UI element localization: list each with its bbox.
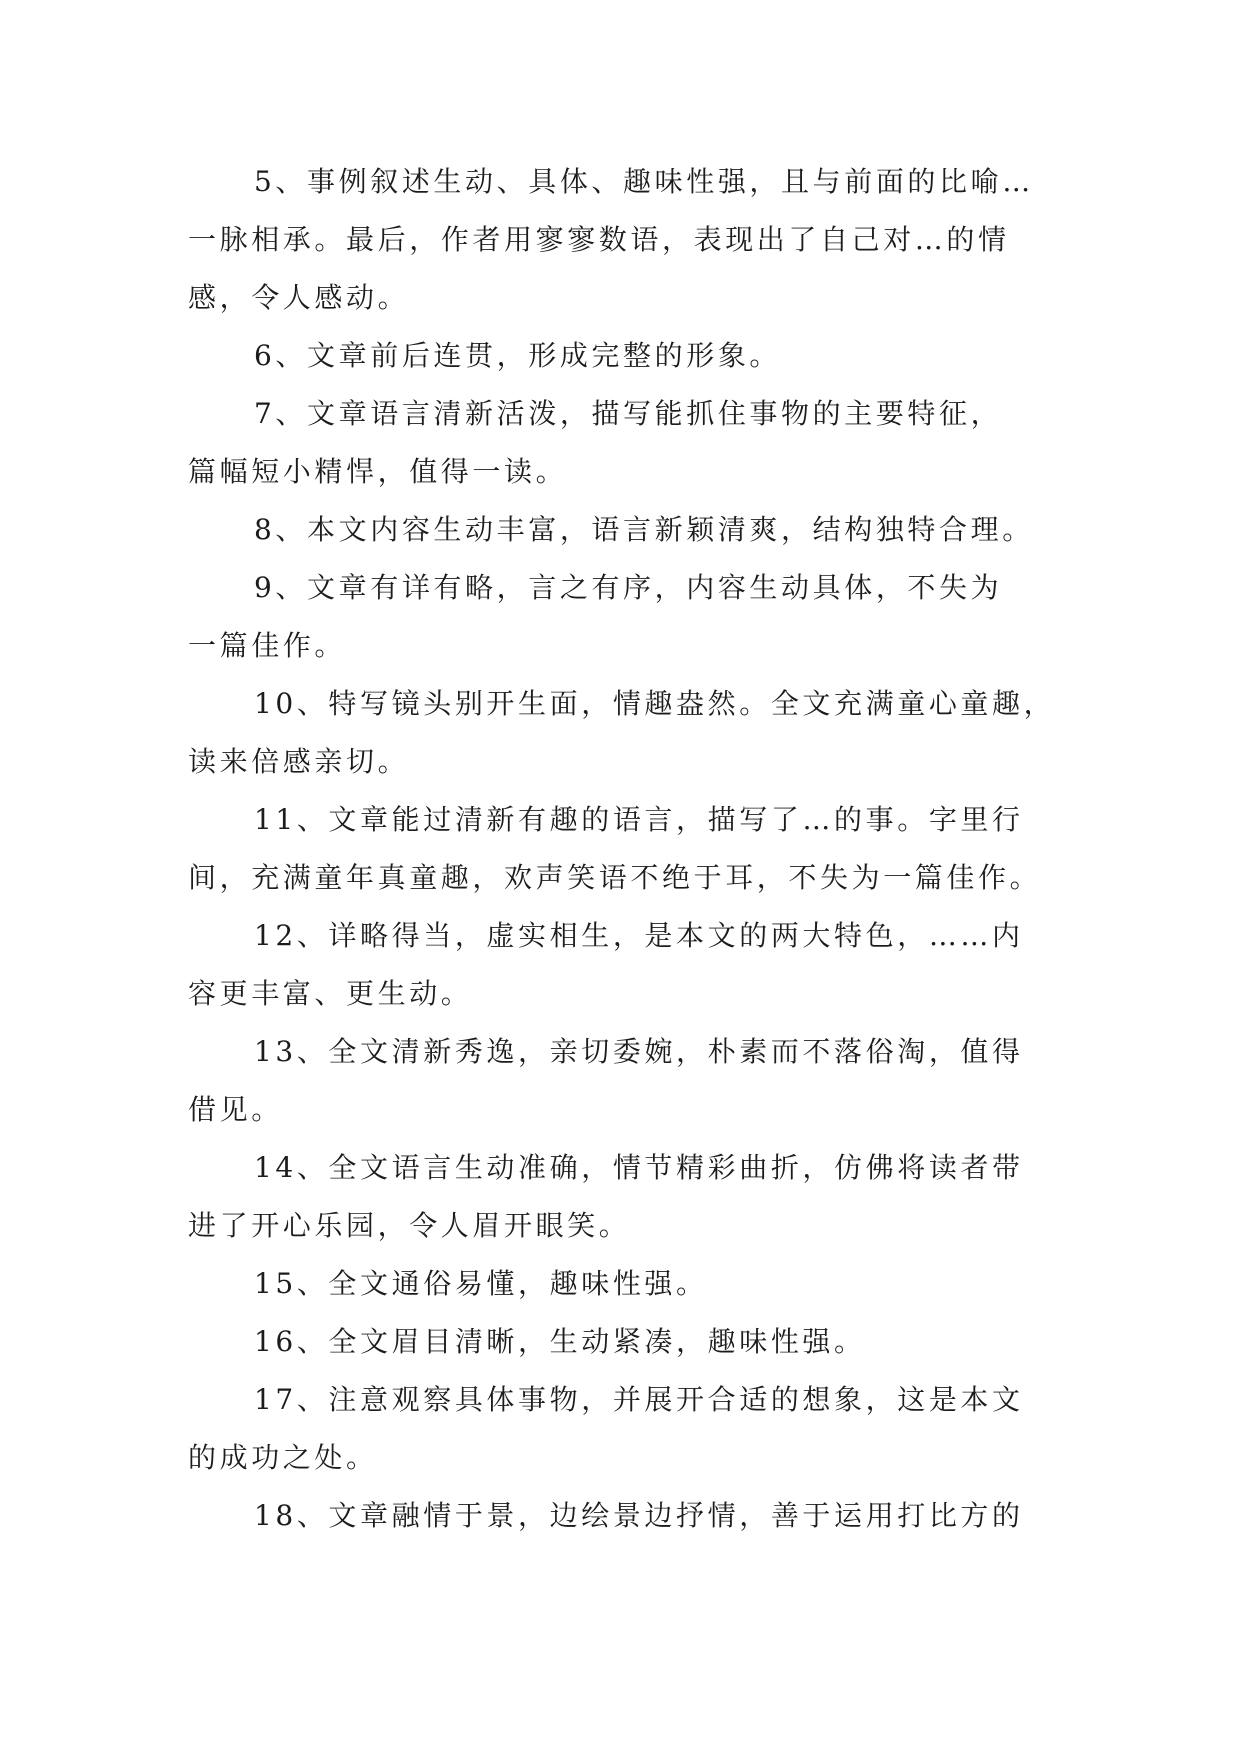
paragraph-item-13: [188, 1023, 1060, 1139]
paragraph-item-16: [188, 1313, 1060, 1371]
paragraph-line: 9、文章有详有略，言之有序，内容生动具体，不失为: [254, 571, 1003, 604]
paragraph-item-8: [188, 501, 1060, 559]
paragraph-line: 14、全文语言生动准确，情节精彩曲折，仿佛将读者带: [254, 1151, 1024, 1184]
paragraph-item-9: [188, 559, 1060, 675]
document-body: [188, 153, 1060, 1545]
paragraph-line: 18、文章融情于景，边绘景边抒情，善于运用打比方的: [254, 1499, 1024, 1532]
paragraph-line: 一脉相承。最后，作者用寥寥数语，表现出了自己对…的情: [188, 223, 1010, 256]
paragraph-line: 进了开心乐园，令人眉开眼笑。: [188, 1209, 631, 1242]
paragraph-line: 6、文章前后连贯，形成完整的形象。: [254, 339, 782, 372]
paragraph-line: 读来倍感亲切。: [188, 745, 410, 778]
paragraph-line: 的成功之处。: [188, 1441, 378, 1474]
paragraph-line: 7、文章语言清新活泼，描写能抓住事物的主要特征，: [254, 397, 1003, 430]
paragraph-item-17: [188, 1371, 1060, 1487]
paragraph-line: 15、全文通俗易懂，趣味性强。: [254, 1267, 708, 1300]
paragraph-line: 8、本文内容生动丰富，语言新颖清爽，结构独特合理。: [254, 513, 1034, 546]
paragraph-item-14: [188, 1139, 1060, 1255]
paragraph-item-5: [188, 153, 1060, 327]
paragraph-line: 借见。: [188, 1093, 283, 1126]
paragraph-line: 间，充满童年真童趣，欢声笑语不绝于耳，不失为一篇佳作。: [188, 861, 1042, 894]
paragraph-item-18: [188, 1487, 1060, 1545]
paragraph-line: 5、事例叙述生动、具体、趣味性强，且与前面的比喻…: [254, 165, 1034, 198]
paragraph-line: 容更丰富、更生动。: [188, 977, 473, 1010]
paragraph-line: 10、特写镜头别开生面，情趣盎然。全文充满童心童趣，: [254, 687, 1056, 720]
paragraph-line: 11、文章能过清新有趣的语言，描写了…的事。字里行: [254, 803, 1024, 836]
paragraph-item-10: [188, 675, 1060, 791]
paragraph-item-15: [188, 1255, 1060, 1313]
paragraph-item-6: [188, 327, 1060, 385]
paragraph-line: 17、注意观察具体事物，并展开合适的想象，这是本文: [254, 1383, 1024, 1416]
paragraph-line: 感，令人感动。: [188, 281, 410, 314]
paragraph-item-11: [188, 791, 1060, 907]
paragraph-line: 12、详略得当，虚实相生，是本文的两大特色，……内: [254, 919, 1024, 952]
paragraph-line: 篇幅短小精悍，值得一读。: [188, 455, 568, 488]
paragraph-line: 13、全文清新秀逸，亲切委婉，朴素而不落俗淘，值得: [254, 1035, 1024, 1068]
paragraph-item-12: [188, 907, 1060, 1023]
paragraph-line: 16、全文眉目清晰，生动紧凑，趣味性强。: [254, 1325, 866, 1358]
paragraph-item-7: [188, 385, 1060, 501]
paragraph-line: 一篇佳作。: [188, 629, 347, 662]
